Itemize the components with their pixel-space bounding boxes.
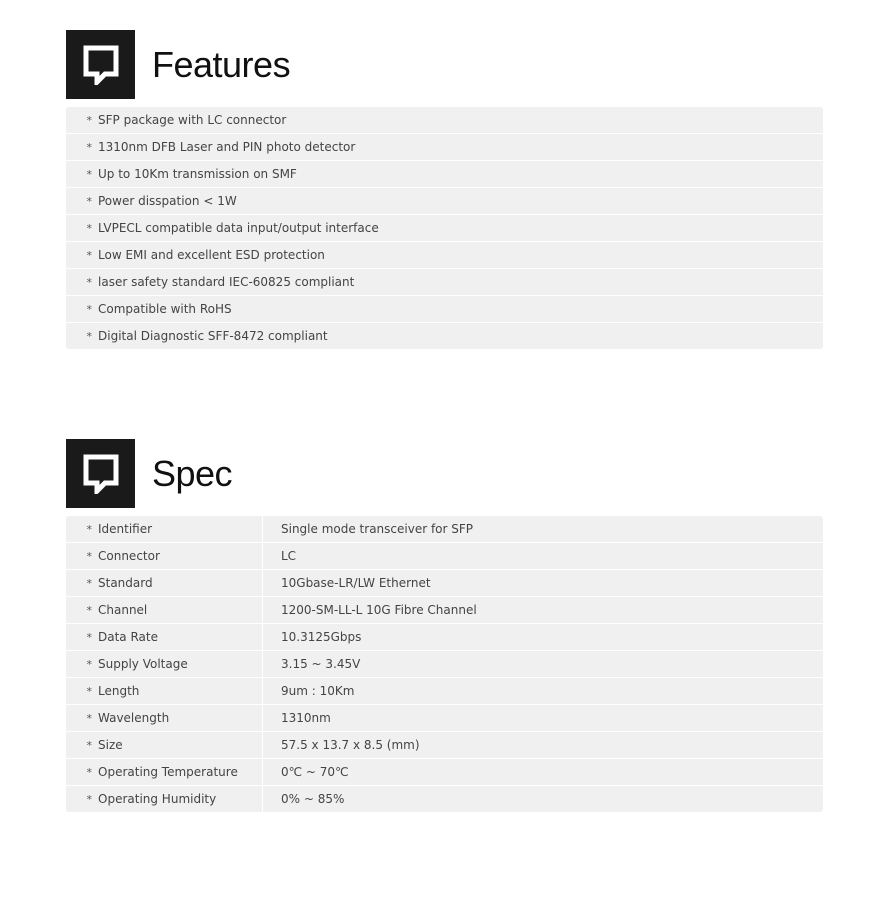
spec-label-cell <box>66 678 263 704</box>
spec-label: Size <box>98 738 123 752</box>
spec-row <box>66 570 823 597</box>
spec-label-cell <box>66 597 263 623</box>
features-heading <box>66 30 823 99</box>
spec-label-cell <box>66 543 263 569</box>
spec-label: Length <box>98 684 140 698</box>
bullet-marker: * <box>86 549 92 563</box>
bullet-marker: * <box>86 765 92 779</box>
spec-value: 57.5 x 13.7 x 8.5 (mm) <box>281 738 420 752</box>
feature-item <box>66 242 823 269</box>
spec-value: LC <box>281 549 297 563</box>
spec-row <box>66 651 823 678</box>
spec-row <box>66 678 823 705</box>
spec-row <box>66 759 823 786</box>
spec-value: 1310nm <box>281 711 331 725</box>
bullet-marker: * <box>86 329 92 343</box>
spec-label-cell <box>66 570 263 596</box>
spec-value: 3.15 ~ 3.45V <box>281 657 361 671</box>
spec-label: Identifier <box>98 522 153 536</box>
spec-label: Operating Temperature <box>98 765 238 779</box>
bullet-marker: * <box>86 630 92 644</box>
spec-value: 0℃ ~ 70℃ <box>281 765 349 779</box>
feature-text: 1310nm DFB Laser and PIN photo detector <box>98 140 356 154</box>
spec-title: Spec <box>152 452 233 494</box>
bullet-marker: * <box>86 167 92 181</box>
bullet-marker: * <box>86 738 92 752</box>
bullet-marker: * <box>86 792 92 806</box>
bullet-marker: * <box>86 248 92 262</box>
features-list <box>66 107 823 349</box>
feature-text: Low EMI and excellent ESD protection <box>98 248 325 262</box>
feature-item <box>66 269 823 296</box>
spec-table <box>66 516 823 812</box>
spec-row <box>66 705 823 732</box>
bullet-marker: * <box>86 603 92 617</box>
spec-value: 0% ~ 85% <box>281 792 345 806</box>
spec-label-cell <box>66 624 263 650</box>
feature-item <box>66 134 823 161</box>
spec-label-cell <box>66 651 263 677</box>
spec-label-cell <box>66 786 263 812</box>
spec-heading <box>66 439 823 508</box>
feature-text: laser safety standard IEC-60825 compliant <box>98 275 355 289</box>
spec-label: Channel <box>98 603 148 617</box>
spec-value: Single mode transceiver for SFP <box>281 522 474 536</box>
features-section <box>66 30 823 349</box>
spec-label-cell <box>66 759 263 785</box>
bullet-marker: * <box>86 275 92 289</box>
spec-value: 9um : 10Km <box>281 684 355 698</box>
spec-row <box>66 543 823 570</box>
spec-label: Wavelength <box>98 711 170 725</box>
spec-label: Operating Humidity <box>98 792 217 806</box>
feature-item <box>66 161 823 188</box>
feature-text: Compatible with RoHS <box>98 302 232 316</box>
feature-text: Up to 10Km transmission on SMF <box>98 167 297 181</box>
spec-label-cell <box>66 516 263 542</box>
spec-label: Supply Voltage <box>98 657 188 671</box>
feature-text: Power disspation < 1W <box>98 194 237 208</box>
bullet-marker: * <box>86 113 92 127</box>
feature-text: LVPECL compatible data input/output interface <box>98 221 379 235</box>
bullet-marker: * <box>86 522 92 536</box>
features-title: Features <box>152 43 291 85</box>
feature-item <box>66 107 823 134</box>
feature-text: SFP package with LC connector <box>98 113 287 127</box>
spec-value: 1200-SM-LL-L 10G Fibre Channel <box>281 603 477 617</box>
spec-label-cell <box>66 705 263 731</box>
speech-bubble-icon <box>66 439 135 508</box>
bullet-marker: * <box>86 711 92 725</box>
spec-row <box>66 732 823 759</box>
spec-label-cell <box>66 732 263 758</box>
spec-row <box>66 624 823 651</box>
feature-item <box>66 215 823 242</box>
feature-item <box>66 323 823 349</box>
bullet-marker: * <box>86 576 92 590</box>
feature-item <box>66 188 823 215</box>
spec-label: Connector <box>98 549 160 563</box>
bullet-marker: * <box>86 194 92 208</box>
bullet-marker: * <box>86 684 92 698</box>
spec-row <box>66 786 823 812</box>
spec-row <box>66 516 823 543</box>
spec-row <box>66 597 823 624</box>
speech-bubble-icon <box>66 30 135 99</box>
bullet-marker: * <box>86 140 92 154</box>
feature-text: Digital Diagnostic SFF-8472 compliant <box>98 329 328 343</box>
spec-label: Data Rate <box>98 630 158 644</box>
bullet-marker: * <box>86 657 92 671</box>
feature-item <box>66 296 823 323</box>
spec-value: 10.3125Gbps <box>281 630 362 644</box>
spec-section <box>66 439 823 812</box>
bullet-marker: * <box>86 302 92 316</box>
spec-value: 10Gbase-LR/LW Ethernet <box>281 576 431 590</box>
spec-label: Standard <box>98 576 153 590</box>
bullet-marker: * <box>86 221 92 235</box>
